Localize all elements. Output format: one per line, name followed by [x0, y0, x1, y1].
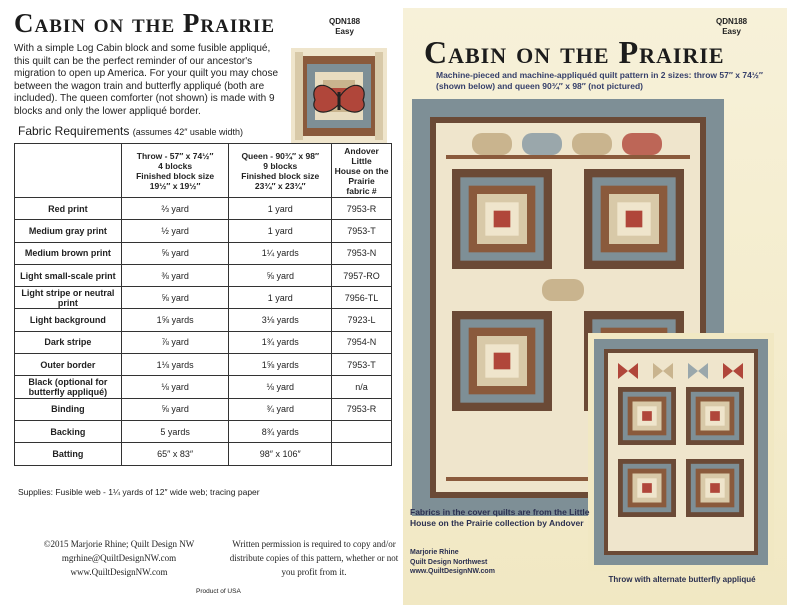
table-header-cell: Throw - 57″ x 74½″ 4 blocks Finished block size 19½″ x 19½″: [121, 144, 229, 198]
copyright-text: ©2015 Marjorie Rhine; Quilt Design NW: [43, 539, 195, 549]
cover-code-number: QDN188: [716, 17, 748, 26]
table-row: [15, 376, 392, 398]
table-cell: ⅝ yard: [229, 264, 332, 286]
table-cell: ⅜ yard: [121, 264, 229, 286]
website-link[interactable]: www.QuiltDesignNW.com: [70, 567, 168, 577]
cover-fabrics-note: Fabrics in the cover quilts are from the Little House on the Prairie collection by Andover: [410, 507, 590, 528]
table-header-cell: [15, 144, 122, 198]
table-cell: 1⅝ yards: [229, 354, 332, 376]
fabric-name-cell: Medium gray print: [15, 220, 122, 242]
contact-info: [24, 537, 214, 579]
table-cell: ⅛ yard: [121, 376, 229, 398]
table-cell: 8¾ yards: [229, 420, 332, 442]
fabric-name-cell: Binding: [15, 398, 122, 420]
fabric-name-cell: Light stripe or neutral print: [15, 287, 122, 309]
table-cell: ¾ yard: [229, 398, 332, 420]
table-cell: 7953-N: [332, 242, 392, 264]
fabric-name-cell: Batting: [15, 443, 122, 465]
designer-name: Marjorie Rhine: [410, 549, 459, 556]
table-row: [15, 220, 392, 242]
cover-subtitle: Machine-pieced and machine-appliquéd quilt pattern in 2 sizes: throw 57″ x 74½″ (shown below) and queen 90¾″ x 98″ (not pictured): [436, 70, 763, 91]
fabric-name-cell: Outer border: [15, 354, 122, 376]
small-log-cabin-block: [618, 387, 676, 445]
table-cell: ⅞ yard: [121, 331, 229, 353]
pattern-title: Cabin on the Prairie: [14, 8, 275, 38]
table-cell: 1 yard: [229, 220, 332, 242]
permission-notice: Written permission is required to copy and/or distribute copies of this pattern, whether or not you profit from it.: [229, 539, 399, 577]
table-cell: 1 yard: [229, 287, 332, 309]
table-cell: [332, 420, 392, 442]
fabric-name-cell: Light background: [15, 309, 122, 331]
table-cell: ⅔ yard: [121, 198, 229, 220]
fabric-name-cell: Red print: [15, 198, 122, 220]
table-header-row: [15, 144, 392, 198]
table-cell: 1¼ yards: [229, 242, 332, 264]
log-cabin-block: [584, 169, 684, 269]
table-row: [15, 443, 392, 465]
table-cell: 7953-T: [332, 220, 392, 242]
table-cell: ⅛ yard: [229, 376, 332, 398]
pattern-level: Easy: [335, 27, 354, 36]
cover-level: Easy: [722, 27, 741, 36]
small-log-cabin-block: [686, 387, 744, 445]
small-quilt-caption: Throw with alternate butterfly appliqué: [608, 575, 756, 584]
fabric-name-cell: Backing: [15, 420, 122, 442]
table-row: [15, 354, 392, 376]
pattern-code: [329, 17, 360, 37]
fabric-heading-note: (assumes 42″ usable width): [132, 127, 243, 137]
table-cell: 7953-R: [332, 398, 392, 420]
butterfly-block-thumbnail: [291, 48, 387, 144]
table-cell: n/a: [332, 376, 392, 398]
table-cell: 7954-N: [332, 331, 392, 353]
fabric-name-cell: Dark stripe: [15, 331, 122, 353]
supplies-note: Supplies: Fusible web - 1¼ yards of 12″ wide web; tracing paper: [18, 487, 260, 497]
table-cell: 1¾ yards: [229, 331, 332, 353]
fabric-name-cell: Black (optional for butterfly appliqué): [15, 376, 122, 398]
intro-paragraph: With a simple Log Cabin block and some fusible appliqué, this quilt can be the perfect reminder of our ancestor's migration to open up America. For your quilt you may chose between the wagon train and butterfly appliqué (both are included). The queen comforter (not shown) is made with 9 blocks and only the lower appliqué border.: [14, 43, 279, 117]
fabric-requirements-table: [14, 143, 392, 466]
designer-site[interactable]: www.QuiltDesignNW.com: [410, 568, 495, 575]
fabric-name-cell: Medium brown print: [15, 242, 122, 264]
table-row: [15, 242, 392, 264]
table-row: [15, 264, 392, 286]
table-row: [15, 287, 392, 309]
table-cell: 7957-RO: [332, 264, 392, 286]
table-cell: 5 yards: [121, 420, 229, 442]
pattern-code-number: QDN188: [329, 17, 361, 26]
table-cell: ⅝ yard: [121, 287, 229, 309]
table-row: [15, 398, 392, 420]
table-row: [15, 420, 392, 442]
table-row: [15, 309, 392, 331]
table-row: [15, 331, 392, 353]
small-log-cabin-block: [618, 459, 676, 517]
table-header-cell: Queen - 90¾″ x 98″ 9 blocks Finished block size 23¾″ x 23¾″: [229, 144, 332, 198]
table-cell: 3⅛ yards: [229, 309, 332, 331]
table-cell: [332, 443, 392, 465]
log-cabin-block: [452, 311, 552, 411]
fabric-heading-text: Fabric Requirements: [18, 124, 130, 138]
fabric-name-cell: Light small-scale print: [15, 264, 122, 286]
table-cell: 7956-TL: [332, 287, 392, 309]
table-cell: 98″ x 106″: [229, 443, 332, 465]
table-header-cell: Andover Little House on the Prairie fabric #: [332, 144, 392, 198]
small-log-cabin-block: [686, 459, 744, 517]
table-cell: 7953-T: [332, 354, 392, 376]
email-link[interactable]: mgrhine@QuiltDesignNW.com: [61, 553, 177, 563]
product-origin: Product of USA: [196, 588, 241, 595]
table-cell: ⅝ yard: [121, 398, 229, 420]
table-cell: ½ yard: [121, 220, 229, 242]
cover-designer: [410, 548, 495, 577]
designer-company: Quilt Design Northwest: [410, 558, 488, 566]
table-cell: 7923-L: [332, 309, 392, 331]
log-cabin-block: [452, 169, 552, 269]
table-row: [15, 198, 392, 220]
butterfly-quilt-photo: [588, 333, 774, 571]
table-cell: 7953-R: [332, 198, 392, 220]
table-cell: 1⅝ yards: [121, 309, 229, 331]
fabric-requirements-heading: [18, 124, 243, 138]
table-cell: ⅝ yard: [121, 242, 229, 264]
table-cell: 65″ x 83″: [121, 443, 229, 465]
table-cell: 1⅛ yards: [121, 354, 229, 376]
cover-title: Cabin on the Prairie: [424, 34, 725, 70]
table-cell: 1 yard: [229, 198, 332, 220]
